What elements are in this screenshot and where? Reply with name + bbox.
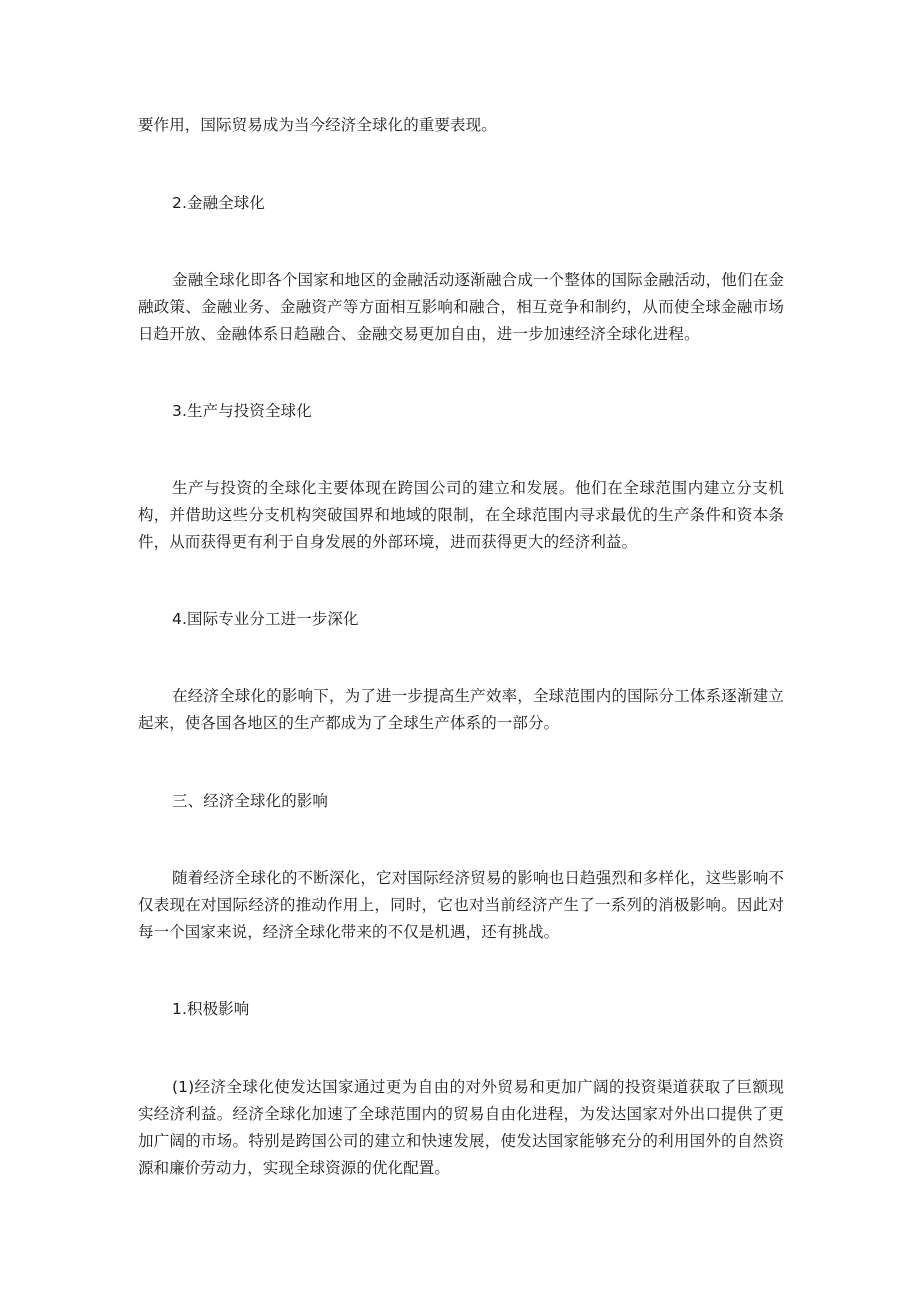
heading-financial-globalization: 2.金融全球化 bbox=[172, 194, 265, 212]
heading-positive-impact: 1.积极影响 bbox=[172, 1000, 250, 1018]
paragraph-impact-of-globalization: 随着经济全球化的不断深化，它对国际经济贸易的影响也日趋强烈和多样化，这些影响不仅表现在对国际经济的推动作用上，同时，它也对当前经济产生了一系列的消极影响。因此对每一个国家来说，经济全球化带来的不仅是机遇，还有挑战。 bbox=[138, 869, 784, 941]
heading-production-investment-globalization: 3.生产与投资全球化 bbox=[172, 402, 312, 420]
heading-international-division-of-labor: 4.国际专业分工进一步深化 bbox=[172, 610, 359, 628]
paragraph-continuation: 要作用，国际贸易成为当今经济全球化的重要表现。 bbox=[138, 116, 497, 134]
paragraph-positive-impact-1: (1)经济全球化使发达国家通过更为自由的对外贸易和更加广阔的投资渠道获取了巨额现实经济利益。经济全球化加速了全球范围内的贸易自由化进程，为发达国家对外出口提供了更加广阔的市场。特别是跨国公司的建立和快速发展，使发达国家能够充分的利用国外的自然资源和廉价劳动力，实现全球资源的优化配置。 bbox=[138, 1078, 784, 1177]
heading-impact-of-globalization: 三、经济全球化的影响 bbox=[172, 792, 329, 810]
paragraph-international-division-of-labor: 在经济全球化的影响下，为了进一步提高生产效率，全球范围内的国际分工体系逐渐建立起来，使各国各地区的生产都成为了全球生产体系的一部分。 bbox=[138, 687, 784, 732]
paragraph-production-investment-globalization: 生产与投资的全球化主要体现在跨国公司的建立和发展。他们在全球范围内建立分支机构，并借助这些分支机构突破国界和地域的限制，在全球范围内寻求最优的生产条件和资本条件，从而获得更有利于自身发展的外部环境，进而获得更大的经济利益。 bbox=[138, 479, 784, 551]
paragraph-financial-globalization: 金融全球化即各个国家和地区的金融活动逐渐融合成一个整体的国际金融活动，他们在金融政策、金融业务、金融资产等方面相互影响和融合，相互竞争和制约，从而使全球金融市场日趋开放、金融体系日趋融合、金融交易更加自由，进一步加速经济全球化进程。 bbox=[138, 271, 784, 343]
